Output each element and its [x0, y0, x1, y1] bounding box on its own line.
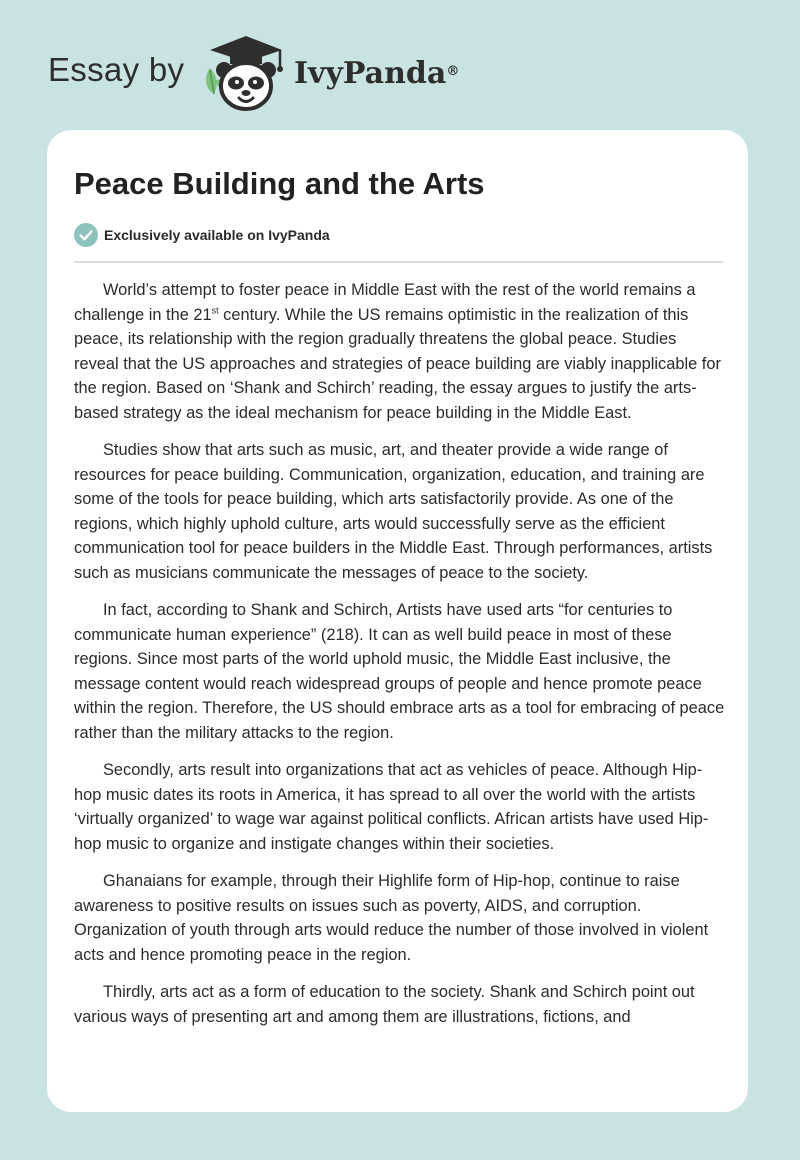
- ordinal-superscript: st: [211, 305, 219, 316]
- essay-paragraph-2: Studies show that arts such as music, art, and theater provide a wide range of resources for peace building. Communication, organization, education, and training are some of the tools for peace building, which arts satisfactorily provide. As one of the regions, which highly uphold culture, arts would successfully serve as the efficient communication tool for peace builders in the Middle East. Through performances, artists such as musicians communicate the messages of peace to the society.: [74, 441, 713, 582]
- essay-paragraph-1: [74, 278, 725, 425]
- panda-graduate-logo-icon[interactable]: [200, 34, 292, 112]
- trademark-symbol: ®: [446, 64, 460, 79]
- essay-paragraph-5: Ghanaians for example, through their Highlife form of Hip-hop, continue to raise awareness to positive results on issues such as poverty, AIDS, and corruption. Organization of youth through arts would reduce the number of those involved in violent acts and hence promoting peace in the region.: [74, 872, 709, 964]
- essay-title: Peace Building and the Arts: [74, 166, 485, 201]
- title-divider: [74, 261, 723, 263]
- check-circle-icon: [74, 223, 98, 247]
- essay-card: [47, 130, 748, 1112]
- essay-paragraph-3: In fact, according to Shank and Schirch, Artists have used arts “for centuries to communicate human experience” (218). It can as well build peace in most of these regions. Since most parts of the world uphold music, the Middle East inclusive, the message content would reach widespread groups of people and hence promote peace within the region. Therefore, the US should embrace arts as a tool for embracing of peace rather than the military attacks to the region.: [74, 601, 725, 742]
- brand-name-text: IvyPanda: [294, 56, 447, 91]
- paragraph-1-text-end: century. While the US remains optimistic in the realization of this peace, its relationship with the region gradually threatens the global peace. Studies reveal that the US approaches and strategies of peace building are viably inapplicable for the region. Based on ‘Shank and Schirch’ reading, the essay argues to justify the arts-based strategy as the ideal mechanism for peace building in the Middle East.: [74, 305, 721, 422]
- essay-paragraph-6: Thirdly, arts act as a form of education to the society. Shank and Schirch point out various ways of presenting art and among them are illustrations, fictions, and: [74, 983, 695, 1026]
- paragraph-1-text-start: World’s attempt to foster peace in Middle East with the rest of the world remains a challenge in the 21: [74, 281, 696, 324]
- site-header: [0, 0, 800, 130]
- essay-paragraph-4: Secondly, arts result into organizations that act as vehicles of peace. Although Hip-hop music dates its roots in America, it has spread to all over the world with the artists ‘virtually organized’ to wage war against political conflicts. African artists have used Hip-hop music to organize and instigate changes within their societies.: [74, 761, 709, 853]
- exclusive-badge: [74, 222, 330, 248]
- ivypanda-brand[interactable]: [294, 54, 459, 94]
- essay-body: [74, 278, 725, 1042]
- exclusive-badge-label: Exclusively available on IvyPanda: [104, 227, 330, 243]
- essay-by-label: Essay by: [48, 51, 185, 88]
